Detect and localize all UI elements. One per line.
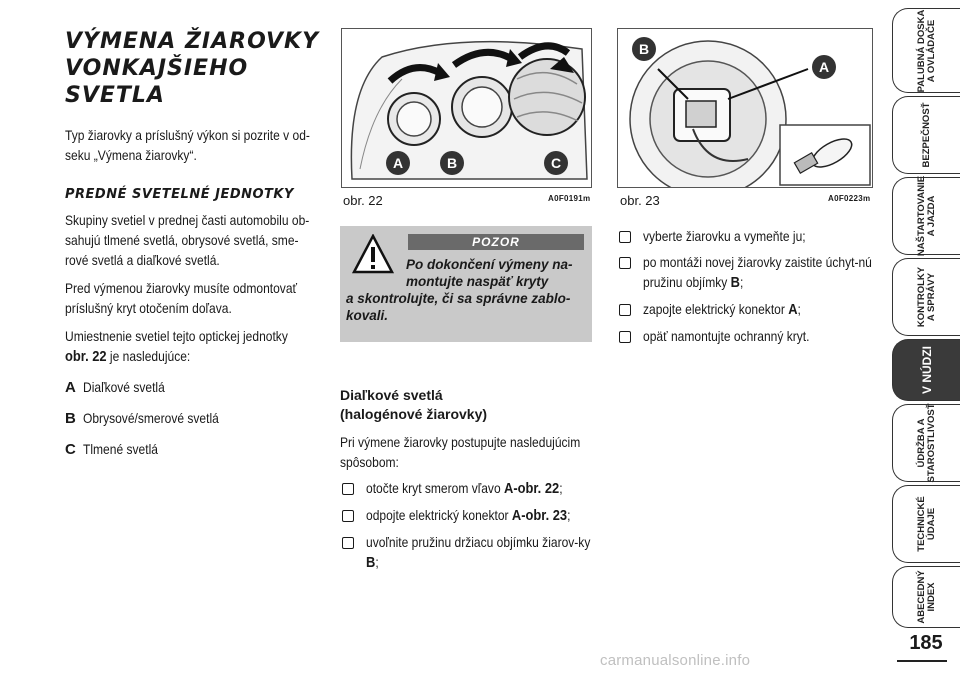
figure-23-caption: obr. 23 [620, 193, 660, 208]
step-item: odpojte elektrický konektor A-obr. 23; [340, 505, 596, 526]
tab-index[interactable]: ABECEDNÝ INDEX [892, 566, 960, 628]
title-line: VONKAJŠIEHO [65, 56, 249, 81]
front-units-paragraph: Skupiny svetiel v prednej časti automobilu ob- sahujú tlmené svetlá, obrysové svetlá, sme- rové svetlá a diaľkové svetlá. [65, 212, 310, 268]
figure-22-label-a: A [386, 151, 410, 175]
step-item: zapojte elektrický konektor A; [617, 299, 873, 320]
tab-dashboard-controls[interactable]: PALUBNÁ DOSKA A OVLÁDAČE [892, 8, 960, 93]
warning-label: POZOR [408, 234, 584, 250]
page-number-underline [897, 660, 947, 662]
high-beam-intro: Pri výmene žiarovky postupujte nasledujúcim spôsobom: [340, 434, 581, 470]
figure-23-label-b: B [632, 37, 656, 61]
legend-item: B Obrysové/smerové svetlá [65, 410, 219, 427]
location-paragraph: Umiestnenie svetiel tejto optickej jednotky obr. 22 je nasledujúce: [65, 328, 288, 365]
tab-maintenance[interactable]: ÚDRŽBA A STAROSTLIVOSŤ [892, 404, 960, 482]
title-line: SVETLA [65, 83, 165, 108]
figure-23-code: A0F0223m [828, 194, 871, 203]
title-line: VÝMENA ŽIAROVKY [65, 29, 320, 54]
step-item: po montáži novej žiarovky zaistite úchyt-nú pružinu objímky B; [617, 252, 873, 293]
figure-23-bulb-connector [617, 28, 873, 188]
watermark-text: carmanualsonline.info [600, 652, 751, 669]
step-item: opäť namontujte ochranný kryt. [617, 326, 873, 346]
figure-22-code: A0F0191m [548, 194, 591, 203]
left-column [65, 28, 325, 460]
page-number: 185 [909, 632, 943, 654]
bulb-connector-illustration [618, 29, 873, 188]
step-item: uvoľnite pružinu držiacu objímku žiarov-ky B; [340, 532, 580, 573]
tab-emergency[interactable]: V NÚDZI [892, 339, 960, 401]
tab-technical-data[interactable]: TECHNICKÉ ÚDAJE [892, 485, 960, 563]
figure-22-label-b: B [440, 151, 464, 175]
step-item: vyberte žiarovku a vymeňte ju; [617, 226, 873, 246]
warning-text: Po dokončení výmeny na- montujte naspäť kryty a skontrolujte, či sa správne zablo- kovali. [346, 257, 573, 323]
front-units-heading: PREDNÉ SVETELNÉ JEDNOTKY [65, 187, 294, 202]
right-steps [617, 226, 873, 346]
step-item: otočte kryt smerom vľavo A-obr. 22; [340, 478, 596, 499]
figure-ref: obr. 22 [65, 348, 107, 365]
figure-22-label-c: C [544, 151, 568, 175]
chapter-tabs [892, 0, 960, 677]
figure-22-caption: obr. 22 [343, 193, 383, 208]
high-beam-heading: Diaľkové svetlá (halogénové žiarovky) [340, 387, 488, 422]
warning-box [340, 226, 592, 342]
section-title [65, 28, 325, 109]
legend-item: A Diaľkové svetlá [65, 379, 165, 396]
tab-warning-lights[interactable]: KONTROLKY A SPRÁVY [892, 258, 960, 336]
intro-paragraph: Typ žiarovky a príslušný výkon si pozrite v od- seku „Výmena žiarovky“. [65, 127, 310, 163]
legend-item: C Tlmené svetlá [65, 441, 158, 458]
tab-safety[interactable]: BEZPEČNOSŤ [892, 96, 960, 174]
high-beam-section [340, 386, 596, 573]
figure-23-label-a: A [812, 55, 836, 79]
figure-22-headlamp [341, 28, 592, 188]
remove-cover-paragraph: Pred výmenou žiarovky musíte odmontovať príslušný kryt otočením doľava. [65, 280, 298, 316]
tab-starting-driving[interactable]: NAŠTARTOVANIE A JAZDA [892, 177, 960, 255]
